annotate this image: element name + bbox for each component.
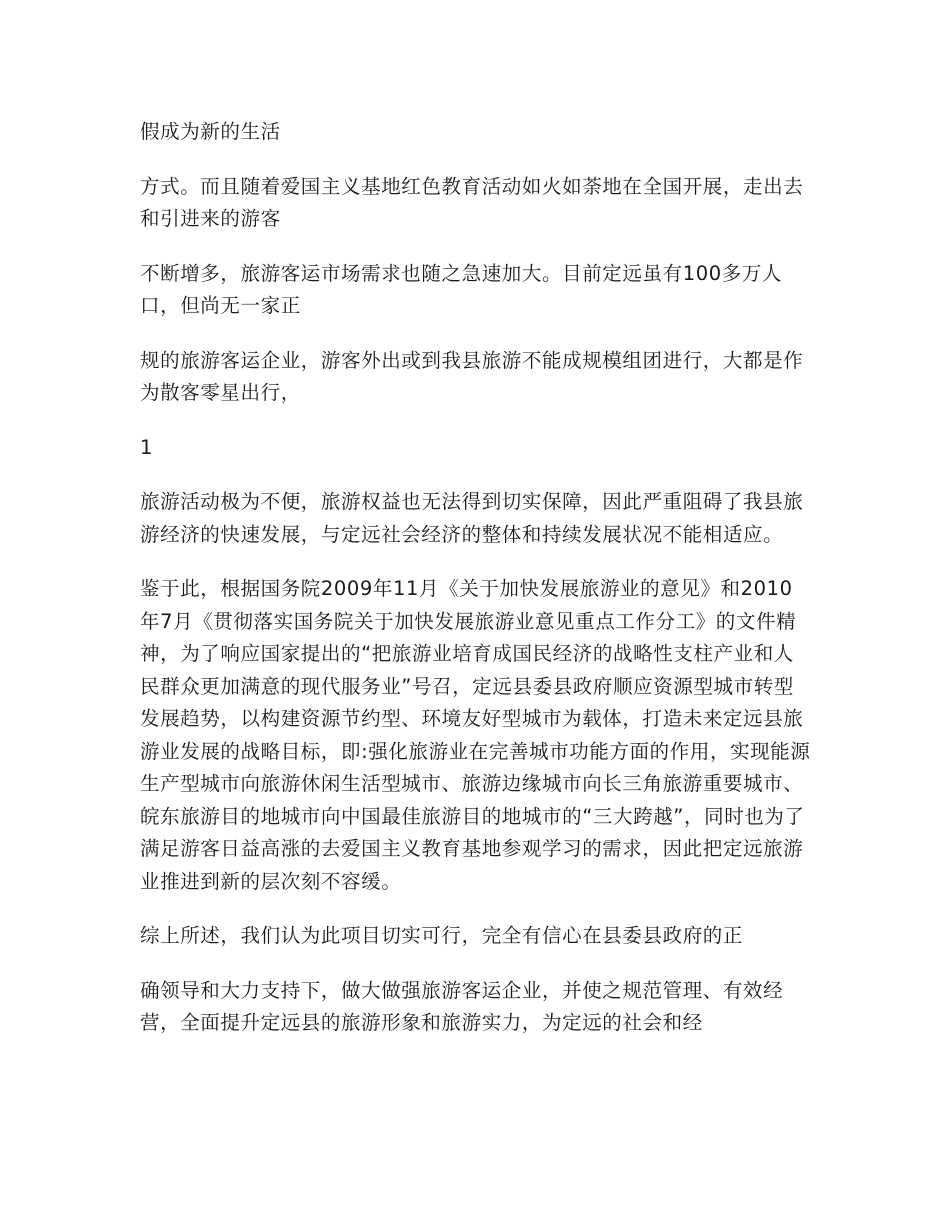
paragraph-7: 综上所述，我们认为此项目切实可行，完全有信心在县委县政府的正: [140, 924, 744, 947]
paragraph-2: 方式。而且随着爱国主义基地红色教育活动如火如荼地在全国开展，走出去和引进来的游客: [140, 174, 804, 230]
paragraph-8: 确领导和大力支持下，做大做强旅游客运企业，并使之规范管理、有效经营，全面提升定远县的旅游形象和旅游实力，为定远的社会和经: [140, 978, 784, 1034]
document-body: [140, 116, 812, 1062]
paragraph-6: 鉴于此，根据国务院2009年11月《关于加快发展旅游业的意见》和2010年7月《贯彻落实国务院关于加快发展旅游业意见重点工作分工》的文件精神，为了响应国家提出的“把旅游业培育成国民经济的战略性支柱产业和人民群众更加满意的现代服务业”号召，定远县委县政府顺应资源型城市转型发展趋势，以构建资源节约型、环境友好型城市为载体，打造未来定远县旅游业发展的战略目标，即:强化旅游业在完善城市功能方面的作用，实现能源生产型城市向旅游休闲生活型城市、旅游边缘城市向长三角旅游重要城市、皖东旅游目的地城市向中国最佳旅游目的地城市的“三大跨越”，同时也为了满足游客日益高涨的去爱国主义教育基地参观学习的需求，因此把定远旅游业推进到新的层次刻不容缓。: [140, 577, 811, 893]
paragraph-5: 旅游活动极为不便，旅游权益也无法得到切实保障，因此严重阻碍了我县旅游经济的快速发展，与定远社会经济的整体和持续发展状况不能相适应。: [140, 490, 804, 546]
paragraph-1: 假成为新的生活: [140, 120, 281, 143]
page-number: 1: [140, 435, 154, 459]
paragraph-4: 规的旅游客运企业，游客外出或到我县旅游不能成规模组团进行，大都是作为散客零星出行，: [140, 348, 804, 404]
paragraph-3: 不断增多，旅游客运市场需求也随之急速加大。目前定远虽有100多万人口，但尚无一家正: [140, 261, 783, 317]
